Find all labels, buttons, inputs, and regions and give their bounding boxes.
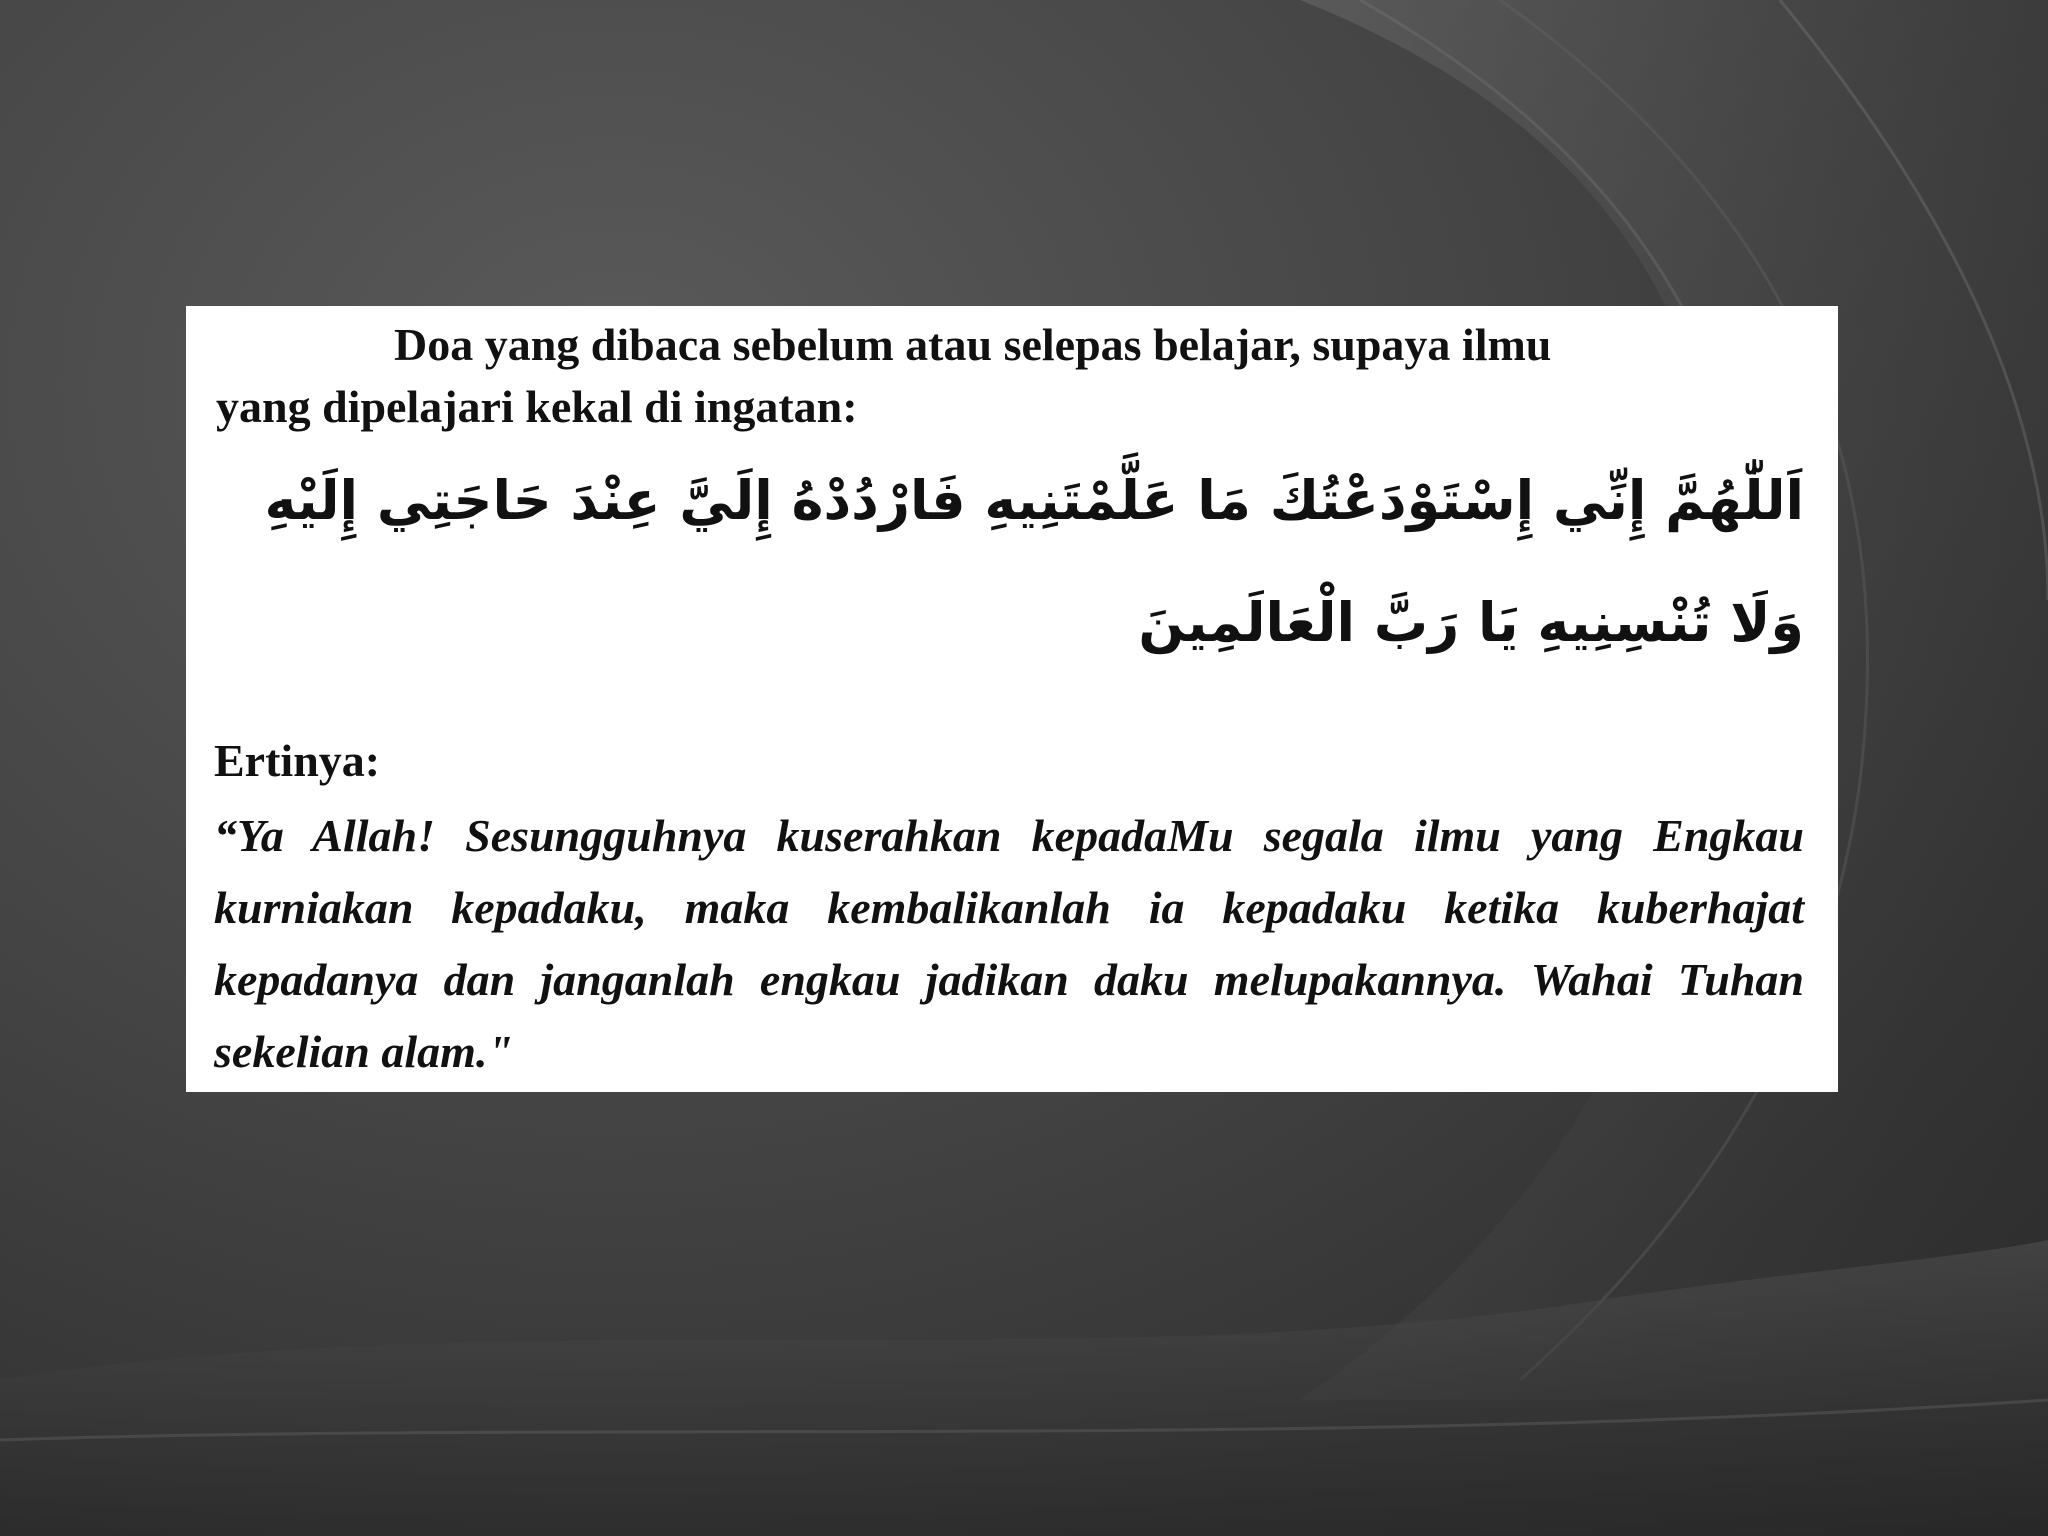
- meaning-label: Ertinya:: [214, 735, 381, 786]
- arabic-prayer-line-1: اَللّٰهُمَّ إِنِّي إِسْتَوْدَعْتُكَ مَا عَلَّمْتَنِيهِ فَارْدُدْهُ إِلَيَّ عِنْدَ حَاجَتِي إِلَيْهِ: [264, 469, 1804, 532]
- intro-line-2: yang dipelajari kekal di ingatan:: [216, 381, 858, 432]
- intro-line-1: Doa yang dibaca sebelum atau selepas belajar, supaya ilmu: [394, 319, 1552, 370]
- document-image: [186, 306, 1838, 1092]
- translation-text: “Ya Allah! Sesungguhnya kuserahkan kepadaMu segala ilmu yang Engkau kurniakan kepadaku, maka kembalikanlah ia kepadaku ketika kuberhajat kepadanya dan janganlah engkau jadikan daku melupakannya. Wahai Tuhan sekelian alam.": [214, 810, 1804, 1077]
- arabic-prayer-line-2: وَلَا تُنْسِنِيهِ يَا رَبَّ الْعَالَمِينَ: [1138, 591, 1804, 654]
- intro-text: [216, 314, 1816, 438]
